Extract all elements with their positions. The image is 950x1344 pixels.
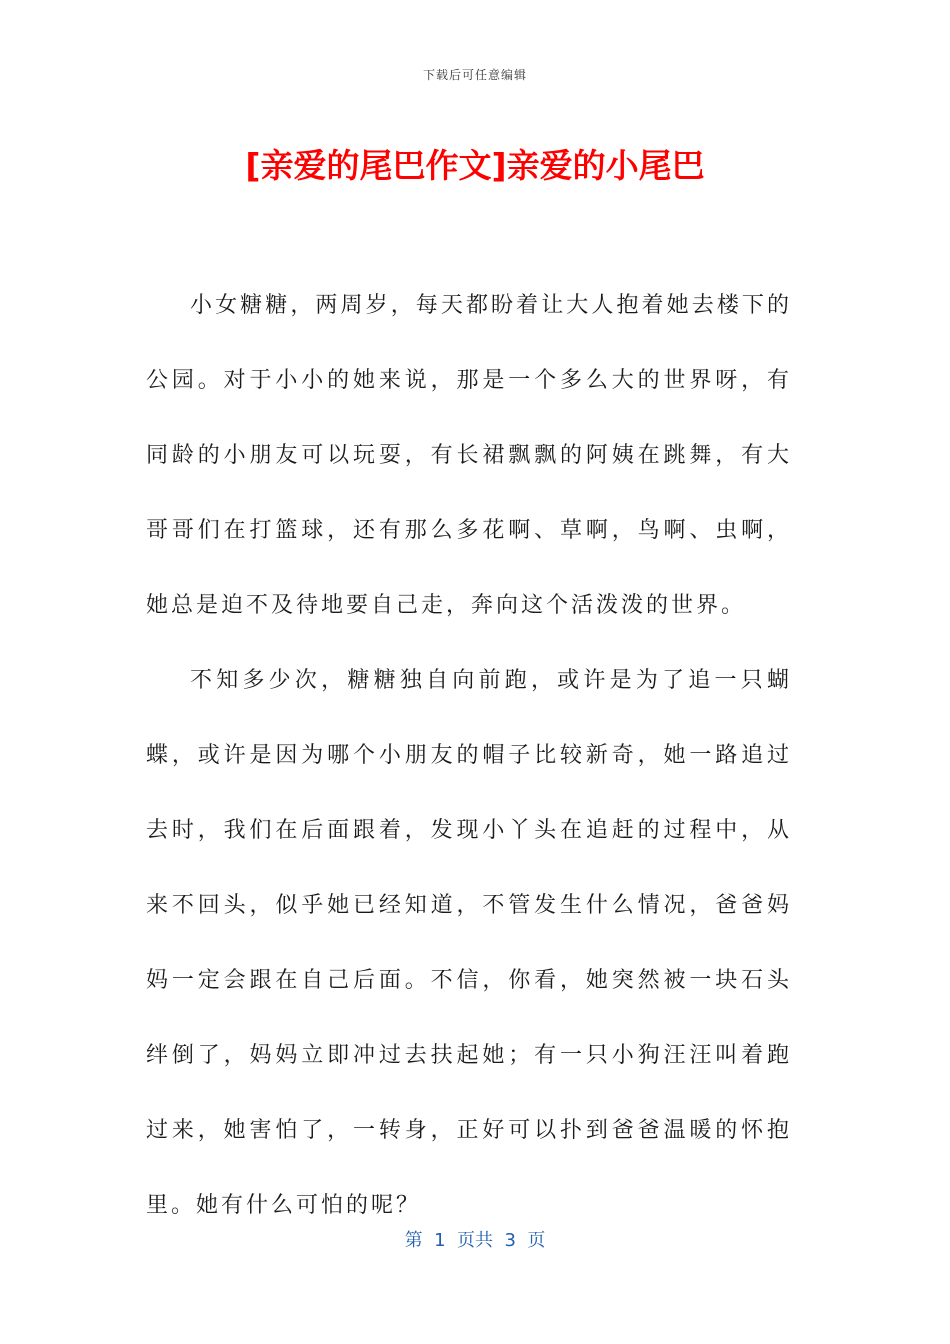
document-body: [146, 268, 792, 1243]
page-number-footer: 第 1 页共 3 页: [404, 1230, 546, 1251]
paragraph-2: 不知多少次，糖糖独自向前跑，或许是为了追一只蝴蝶，或许是因为哪个小朋友的帽子比较新奇，她一路追过去时，我们在后面跟着，发现小丫头在追赶的过程中，从来不回头，似乎她已经知道，不管发生什么情况，爸爸妈妈一定会跟在自己后面。不信，你看，她突然被一块石头绊倒了，妈妈立即冲过去扶起她；有一只小狗汪汪叫着跑过来，她害怕了，一转身，正好可以扑到爸爸温暖的怀抱里。她有什么可怕的呢？: [146, 668, 792, 1218]
paragraph-1: 小女糖糖，两周岁，每天都盼着让大人抱着她去楼下的公园。对于小小的她来说，那是一个多么大的世界呀，有同龄的小朋友可以玩耍，有长裙飘飘的阿姨在跳舞，有大哥哥们在打篮球，还有那么多花啊、草啊，鸟啊、虫啊，她总是迫不及待地要自己走，奔向这个活泼泼的世界。: [146, 293, 792, 618]
header-note: 下载后可任意编辑: [422, 68, 527, 82]
document-title: [亲爱的尾巴作文]亲爱的小尾巴: [245, 146, 705, 185]
